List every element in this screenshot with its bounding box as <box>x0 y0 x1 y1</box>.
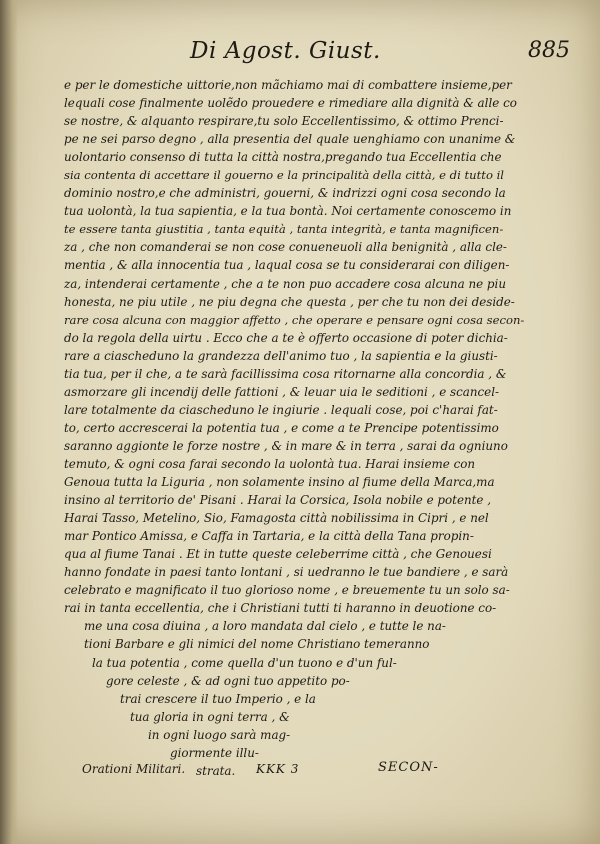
text-line: tia tua, per il che, a te sarà facillissima cosa ritornarne alla concordia , & <box>64 366 507 381</box>
signature-title: Orationi Militari. <box>82 762 186 776</box>
text-line: Harai Tasso, Metelino, Sio, Famagosta città nobilissima in Cipri , e nel <box>64 511 489 526</box>
text-line: qua al fiume Tanai . Et in tutte queste celeberrime città , che Genouesi <box>64 547 492 562</box>
text-line: rai in tanta eccellentia, che i Christiani tutti ti haranno in deuotione co- <box>64 601 497 616</box>
text-line: lequali cose finalmente uolẽdo prouedere e rimediare alla dignità & alle co <box>64 96 517 111</box>
text-line: trai crescere il tuo Imperio , e la <box>120 691 316 706</box>
text-line: tioni Barbare e gli nimici del nome Christiano temeranno <box>84 637 430 652</box>
page-number: 885 <box>528 38 570 63</box>
text-line: insino al territorio de' Pisani . Harai la Corsica, Isola nobile e potente , <box>64 493 492 508</box>
text-line: strata. <box>196 763 236 778</box>
signature-mark: KKK 3 <box>256 762 300 776</box>
text-line: giormente illu- <box>170 745 259 760</box>
text-line: to, certo accrescerai la potentia tua , e come a te Prencipe potentissimo <box>64 420 499 435</box>
text-line: rare cosa alcuna con maggior affetto , che operare e pensare ogni cosa secon- <box>64 312 525 327</box>
catchword: SECON- <box>378 760 439 775</box>
text-line: mentia , & alla innocentia tua , laqual cosa se tu considerarai con diligen- <box>64 258 510 273</box>
text-line: se nostre, & alquanto respirare,tu solo Eccellentissimo, & ottimo Prenci- <box>64 114 504 129</box>
text-line: asmorzare gli incendij delle fattioni , & leuar uia le seditioni , e scancel- <box>64 384 500 399</box>
text-line: honesta, ne piu utile , ne piu degna che questa , per che tu non dei deside- <box>64 294 515 309</box>
text-line: te essere tanta giustitia , tanta equità , tanta integrità, e tanta magnificen- <box>64 222 504 237</box>
text-line: temuto, & ogni cosa farai secondo la uolontà tua. Harai insieme con <box>64 456 476 471</box>
text-line: za, intenderai certamente , che a te non puo accadere cosa alcuna ne piu <box>64 276 507 291</box>
text-line: za , che non comanderai se non cose conueneuoli alla benignità , alla cle- <box>64 240 507 255</box>
text-line: e per le domestiche uittorie,non mãchiamo mai di combattere insieme,per <box>64 78 512 92</box>
text-line: uolontario consenso di tutta la città nostra,pregando tua Eccellentia che <box>64 150 502 165</box>
text-line: hanno fondate in paesi tanto lontani , si uedranno le tue bandiere , e sarà <box>64 565 509 580</box>
text-line: do la regola della uirtu . Ecco che a te è offerto occasione di poter dichia- <box>64 330 508 345</box>
text-line: pe ne sei parso degno , alla presentia del quale uenghiamo con unanime & <box>64 132 516 147</box>
text-line: tua gloria in ogni terra , & <box>130 709 290 724</box>
text-line: mar Pontico Amissa, e Caffa in Tartaria, e la città della Tana propin- <box>64 529 474 544</box>
text-line: saranno aggionte le forze nostre , & in mare & in terra , sarai da ogniuno <box>64 438 508 453</box>
signature-line <box>82 762 482 782</box>
text-line: tua uolontà, la tua sapientia, e la tua bontà. Noi certamente conoscemo in <box>64 204 512 219</box>
text-line: Genoua tutta la Liguria , non solamente insino al fiume della Marca,ma <box>64 475 495 490</box>
text-line: sia contenta di accettare il gouerno e la principalità della città, e di tutto il <box>64 168 505 183</box>
text-line: in ogni luogo sarà mag- <box>148 727 291 742</box>
text-line: me una cosa diuina , a loro mandata dal cielo , e tutte le na- <box>84 619 446 634</box>
text-line: la tua potentia , come quella d'un tuono e d'un ful- <box>92 655 397 670</box>
text-line: gore celeste , & ad ogni tuo appetito po- <box>106 673 350 688</box>
body-text <box>64 76 525 780</box>
running-title: Di Agost. Giust. <box>190 38 381 64</box>
running-head <box>140 38 570 72</box>
page-gutter-shadow <box>0 0 18 844</box>
text-line: dominio nostro,e che administri, gouerni, & indrizzi ogni cosa secondo la <box>64 186 506 201</box>
text-line: celebrato e magnificato il tuo glorioso nome , e breuemente tu un solo sa- <box>64 583 510 598</box>
text-line: rare a ciascheduno la grandezza dell'animo tuo , la sapientia e la giusti- <box>64 348 498 363</box>
text-line: lare totalmente da ciascheduno le ingiurie . lequali cose, poi c'harai fat- <box>64 402 498 417</box>
